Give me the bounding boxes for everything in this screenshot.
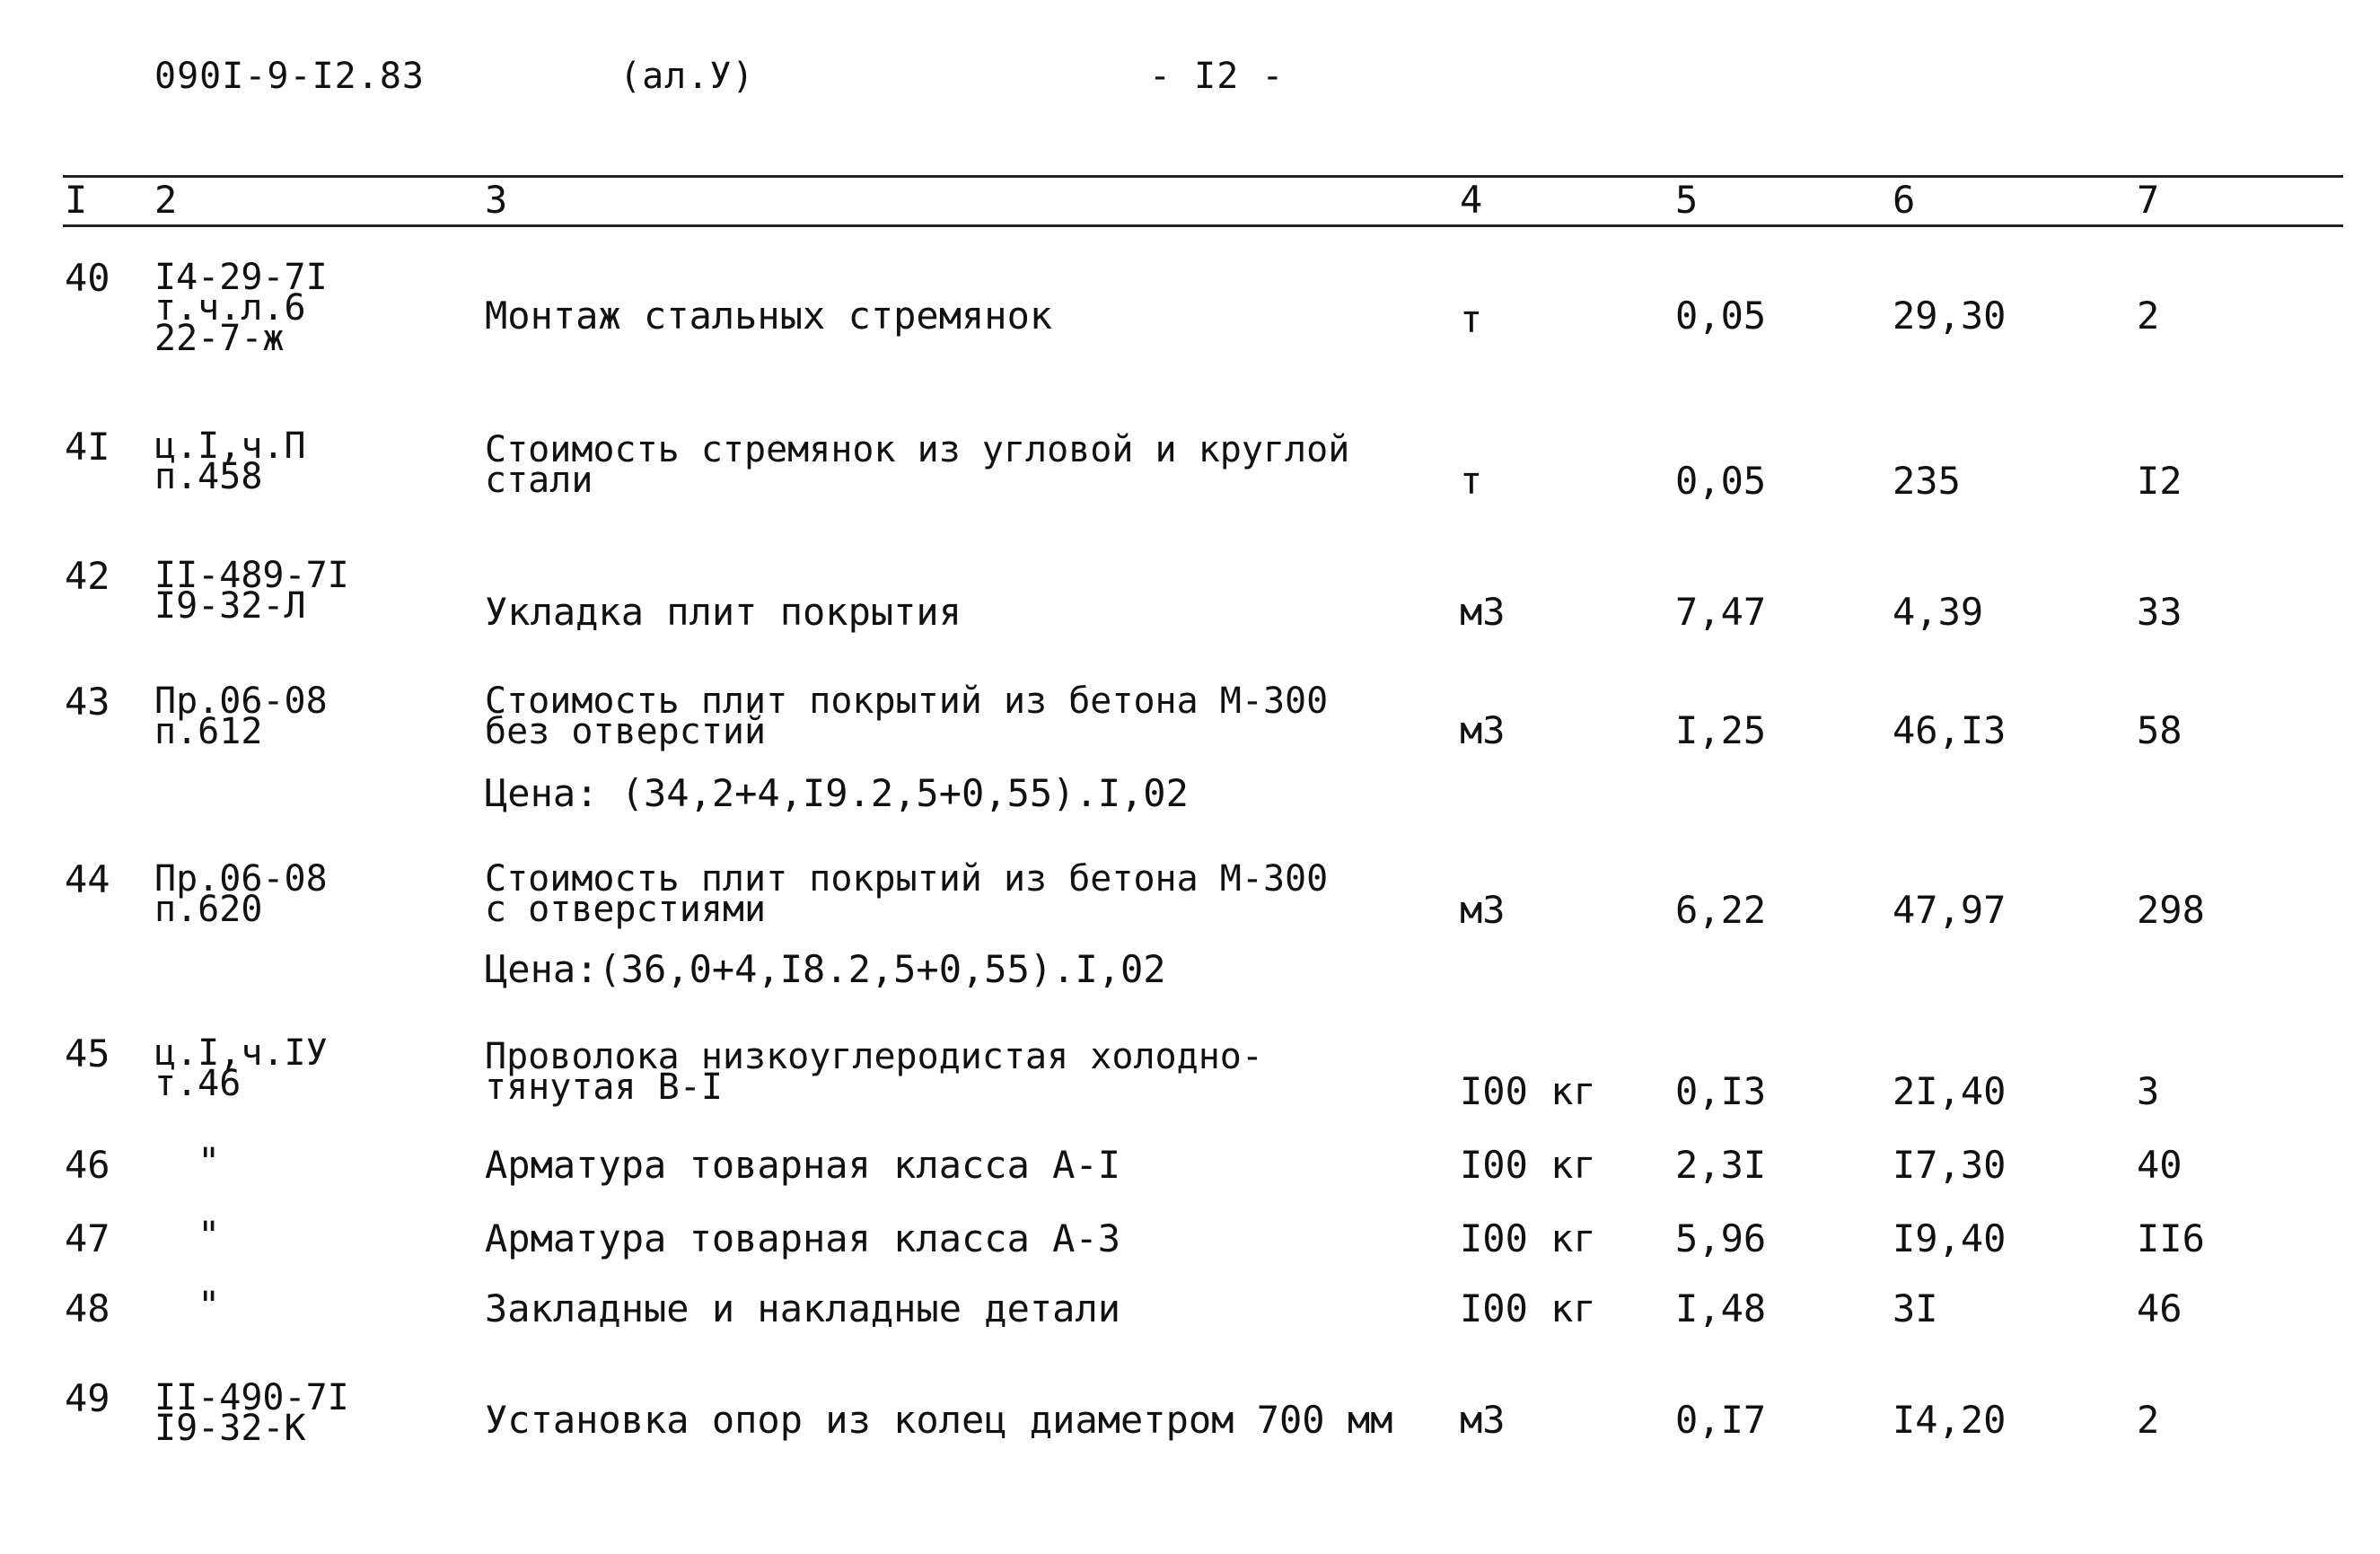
unit-price: 2I,40 xyxy=(1893,1069,2007,1113)
col-header-3: 3 xyxy=(485,178,508,222)
unit-price: 47,97 xyxy=(1893,888,2007,932)
unit: I00 кг xyxy=(1460,1286,1596,1330)
total-cost: 58 xyxy=(2137,708,2182,752)
item-name: Стоимость стремянок из угловой и круглой стали xyxy=(485,429,1350,501)
row-number: 48 xyxy=(65,1286,110,1330)
row-number: 42 xyxy=(65,554,110,598)
quantity: 0,05 xyxy=(1675,459,1767,503)
col-header-1: I xyxy=(65,178,88,222)
unit: I00 кг xyxy=(1460,1069,1596,1113)
quantity: 5,96 xyxy=(1675,1216,1767,1260)
unit: м3 xyxy=(1460,1398,1506,1442)
item-name: Установка опор из колец диаметром 700 мм xyxy=(485,1398,1393,1442)
row-number: 49 xyxy=(65,1376,110,1420)
norm-code: ц.I,ч.П п.458 xyxy=(154,426,306,497)
quantity: 0,05 xyxy=(1675,294,1767,338)
unit: т xyxy=(1460,297,1483,341)
unit-price: I7,30 xyxy=(1893,1143,2007,1187)
total-cost: 298 xyxy=(2137,888,2205,932)
quantity: I,25 xyxy=(1675,708,1767,752)
total-cost: 3 xyxy=(2137,1069,2160,1113)
doc-code: 090I-9-I2.83 xyxy=(154,56,425,97)
col-header-4: 4 xyxy=(1460,178,1483,222)
row-number: 43 xyxy=(65,680,110,724)
total-cost: 2 xyxy=(2137,1398,2160,1442)
item-name: Проволока низкоуглеродистая холодно- тянутая В-I xyxy=(485,1036,1263,1108)
total-cost: II6 xyxy=(2137,1216,2205,1260)
norm-code: Пр.06-08 п.612 xyxy=(154,680,328,752)
quantity: I,48 xyxy=(1675,1286,1767,1330)
row-number: 46 xyxy=(65,1143,110,1187)
unit: м3 xyxy=(1460,590,1506,634)
item-name: Стоимость плит покрытий из бетона М-300 без отверстий xyxy=(485,680,1329,752)
row-number: 4I xyxy=(65,425,110,469)
norm-code: I4-29-7I т.ч.л.6 22-7-ж xyxy=(154,257,328,359)
row-number: 44 xyxy=(65,857,110,901)
ditto-mark: " xyxy=(198,1213,221,1257)
item-name: Стоимость плит покрытий из бетона М-300 с отверстиями xyxy=(485,858,1329,930)
row-number: 47 xyxy=(65,1216,110,1260)
quantity: 6,22 xyxy=(1675,888,1767,932)
quantity: 0,I3 xyxy=(1675,1069,1767,1113)
norm-code: Пр.06-08 п.620 xyxy=(154,858,328,930)
item-name: Арматура товарная класса А-3 xyxy=(485,1216,1121,1260)
norm-code: II-489-7I I9-32-Л xyxy=(154,555,349,627)
row-number: 40 xyxy=(65,256,110,300)
unit-price: 29,30 xyxy=(1893,294,2007,338)
top-rule xyxy=(63,175,2343,178)
item-name: Монтаж стальных стремянок xyxy=(485,294,1053,338)
col-header-5: 5 xyxy=(1675,178,1699,222)
item-name: Закладные и накладные детали xyxy=(485,1286,1121,1330)
total-cost: 33 xyxy=(2137,590,2182,634)
unit: т xyxy=(1460,459,1483,503)
ditto-mark: " xyxy=(198,1283,221,1327)
unit: м3 xyxy=(1460,708,1506,752)
unit-price: 46,I3 xyxy=(1893,708,2007,752)
total-cost: 40 xyxy=(2137,1143,2182,1187)
item-name: Арматура товарная класса А-I xyxy=(485,1143,1121,1187)
norm-code: II-490-7I I9-32-К xyxy=(154,1377,349,1449)
album-ref: (ал.У) xyxy=(619,56,755,97)
unit-price: I9,40 xyxy=(1893,1216,2007,1260)
col-header-7: 7 xyxy=(2137,178,2160,222)
col-header-2: 2 xyxy=(154,178,178,222)
page-number: - I2 - xyxy=(1149,56,1285,97)
quantity: 2,3I xyxy=(1675,1143,1767,1187)
unit-price: 235 xyxy=(1893,459,1961,503)
unit-price: 3I xyxy=(1893,1286,1938,1330)
item-name: Укладка плит покрытия xyxy=(485,590,962,634)
unit: I00 кг xyxy=(1460,1143,1596,1187)
quantity: 0,I7 xyxy=(1675,1398,1767,1442)
col-header-6: 6 xyxy=(1893,178,1916,222)
price-formula: Цена:(36,0+4,I8.2,5+0,55).I,02 xyxy=(485,947,1166,991)
price-formula: Цена: (34,2+4,I9.2,5+0,55).I,02 xyxy=(485,771,1189,815)
header-rule xyxy=(63,224,2343,227)
unit: I00 кг xyxy=(1460,1216,1596,1260)
unit: м3 xyxy=(1460,888,1506,932)
norm-code: ц.I,ч.IУ т.46 xyxy=(154,1032,328,1104)
ditto-mark: " xyxy=(198,1139,221,1183)
unit-price: 4,39 xyxy=(1893,590,1984,634)
row-number: 45 xyxy=(65,1032,110,1076)
unit-price: I4,20 xyxy=(1893,1398,2007,1442)
total-cost: 2 xyxy=(2137,294,2160,338)
total-cost: 46 xyxy=(2137,1286,2182,1330)
quantity: 7,47 xyxy=(1675,590,1767,634)
total-cost: I2 xyxy=(2137,459,2182,503)
